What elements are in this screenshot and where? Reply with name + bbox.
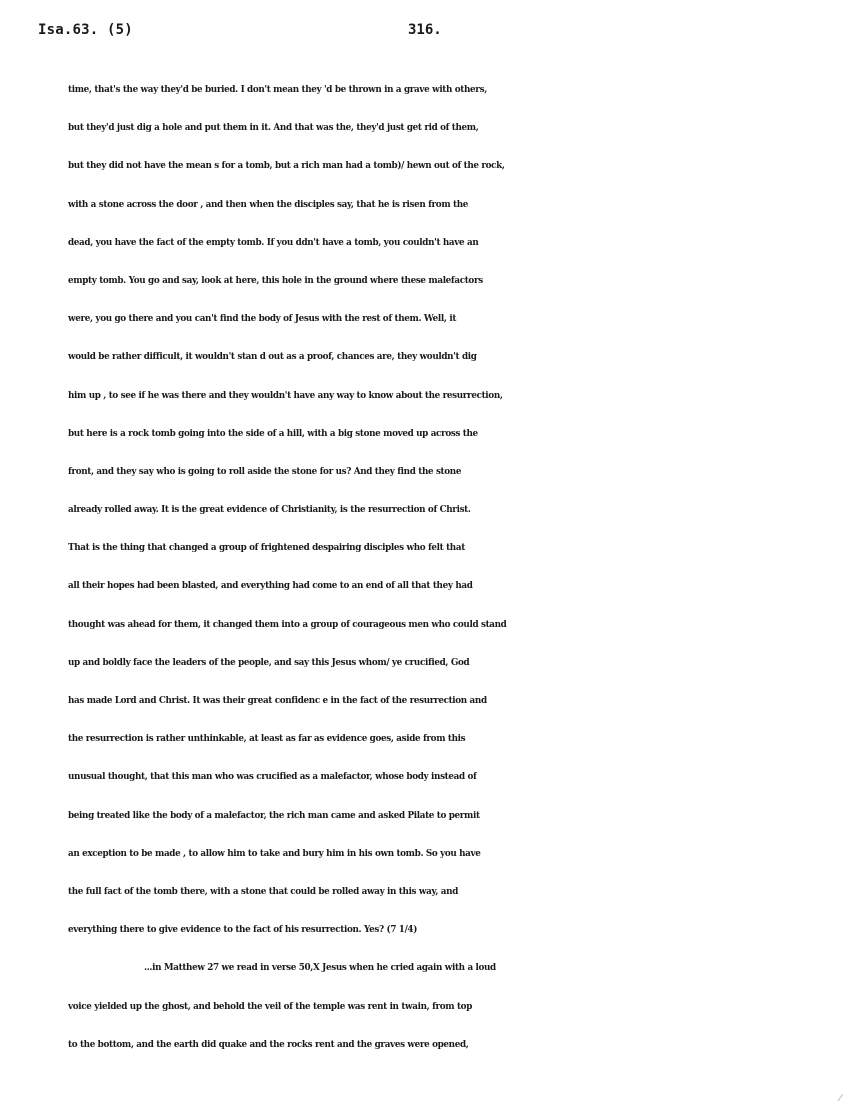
text-line: all their hopes had been blasted, and everything had come to an end of all that they had — [68, 581, 473, 592]
text-line: time, that's the way they'd be buried. I don't mean they 'd be thrown in a grave with others, — [68, 85, 487, 95]
text-line: the resurrection is rather unthinkable, at least as far as evidence goes, aside from this — [68, 734, 466, 745]
text-line: but here is a rock tomb going into the side of a hill, with a big stone moved up across the — [68, 428, 478, 439]
text-line: would be rather difficult, it wouldn't stan d out as a proof, chances are, they wouldn't dig — [68, 352, 477, 363]
text-line: were, you go there and you can't find the body of Jesus with the rest of them. Well, it — [68, 314, 457, 325]
corner-mark-icon — [838, 1094, 850, 1106]
transcript-body — [68, 78, 848, 1071]
text-line: with a stone across the door , and then when the disciples say, that he is risen from the — [68, 199, 468, 210]
text-line: That is the thing that changed a group of frightened despairing disciples who felt that — [68, 543, 465, 554]
text-line: voice yielded up the ghost, and behold the veil of the temple was rent in twain, from top — [68, 1001, 473, 1012]
text-line: him up , to see if he was there and they wouldn't have any way to know about the resurrection, — [68, 390, 503, 401]
text-line: but they'd just dig a hole and put them in it. And that was the, they'd just get rid of them, — [68, 123, 479, 134]
text-line: but they did not have the mean s for a tomb, but a rich man had a tomb)/ hewn out of the rock, — [68, 161, 505, 172]
text-line: the full fact of the tomb there, with a stone that could be rolled away in this way, and — [68, 886, 458, 897]
text-line: front, and they say who is going to roll aside the stone for us? And they find the stone — [68, 466, 462, 477]
text-line: empty tomb. You go and say, look at here, this hole in the ground where these malefactors — [68, 275, 483, 286]
text-line: unusual thought, that this man who was crucified as a malefactor, whose body instead of — [68, 772, 477, 783]
text-line: being treated like the body of a malefactor, the rich man came and asked Pilate to permit — [68, 810, 480, 821]
scripture-reference: Isa.63. (5) — [38, 22, 133, 38]
text-line: an exception to be made , to allow him to take and bury him in his own tomb. So you have — [68, 848, 481, 859]
page-number: 316. — [408, 22, 442, 38]
text-line: everything there to give evidence to the fact of his resurrection. Yes? (7 1/4) — [68, 925, 418, 936]
text-line: dead, you have the fact of the empty tomb. If you ddn't have a tomb, you couldn't have an — [68, 237, 479, 248]
text-line-paragraph-start: ...in Matthew 27 we read in verse 50,X Jesus when he cried again with a loud — [144, 963, 496, 974]
text-line: already rolled away. It is the great evidence of Christianity, is the resurrection of Christ. — [68, 505, 471, 516]
text-line: thought was ahead for them, it changed them into a group of courageous men who could stand — [68, 619, 507, 630]
text-line: has made Lord and Christ. It was their great confidenc e in the fact of the resurrection and — [68, 696, 487, 706]
text-line: up and boldly face the leaders of the people, and say this Jesus whom/ ye crucified, God — [68, 657, 470, 668]
text-line: to the bottom, and the earth did quake and the rocks rent and the graves were opened, — [68, 1039, 469, 1050]
